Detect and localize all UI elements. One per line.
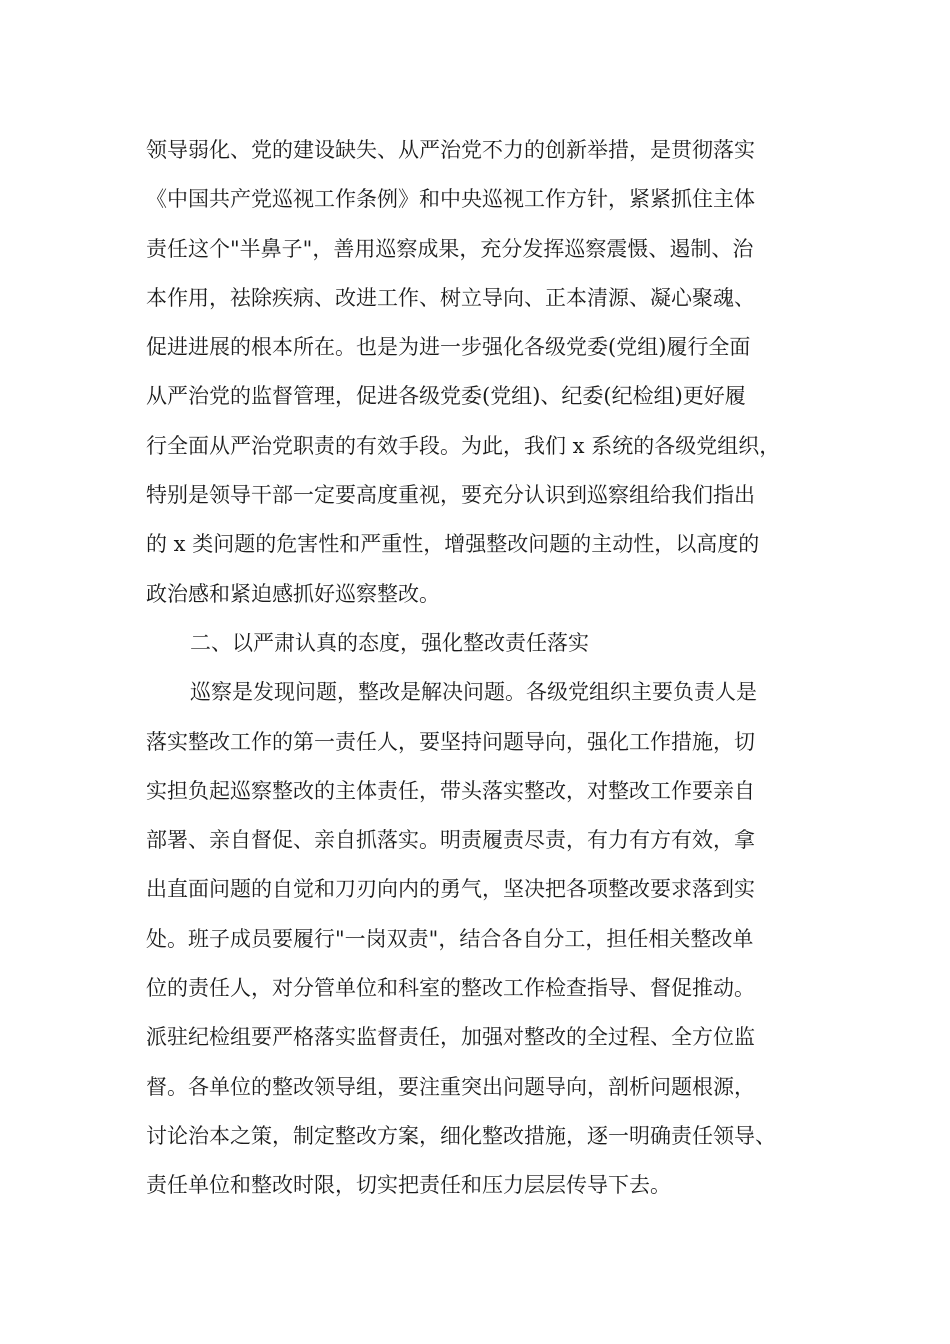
text-line: 《中国共产党巡视工作条例》和中央巡视工作方针，紧紧抓住主体 — [146, 187, 755, 212]
text-line: 出直面问题的自觉和刀刃向内的勇气，坚决把各项整改要求落到实 — [146, 877, 755, 902]
body-text — [146, 126, 826, 1211]
text-line: 督。各单位的整改领导组，要注重突出问题导向，剖析问题根源， — [146, 1074, 755, 1099]
text-line: 讨论治本之策，制定整改方案，细化整改措施，逐一明确责任领导、 — [146, 1123, 776, 1148]
text-line: 特别是领导干部一定要高度重视，要充分认识到巡察组给我们指出 — [146, 483, 755, 508]
text-line: 落实整改工作的第一责任人，要坚持问题导向，强化工作措施，切 — [146, 729, 755, 754]
section-heading: 二、以严肃认真的态度，强化整改责任落实 — [190, 630, 589, 655]
text-line: 处。班子成员要履行"一岗双责"，结合各自分工，担任相关整改单 — [146, 926, 754, 951]
text-line: 派驻纪检组要严格落实监督责任，加强对整改的全过程、全方位监 — [146, 1025, 755, 1050]
text-line: 实担负起巡察整改的主体责任，带头落实整改，对整改工作要亲自 — [146, 778, 755, 803]
text-line: 责任单位和整改时限，切实把责任和压力层层传导下去。 — [146, 1173, 671, 1198]
text-line: 领导弱化、党的建设缺失、从严治党不力的创新举措，是贯彻落实 — [146, 138, 755, 162]
paragraph-first-line: 巡察是发现问题，整改是解决问题。各级党组织主要负责人是 — [190, 680, 757, 705]
text-line: 责任这个"半鼻子"，善用巡察成果，充分发挥巡察震慑、遏制、治 — [146, 236, 754, 261]
text-line: 部署、亲自督促、亲自抓落实。明责履责尽责，有力有方有效，拿 — [146, 828, 755, 853]
text-line: 位的责任人，对分管单位和科室的整改工作检查指导、督促推动。 — [146, 976, 755, 1001]
text-line: 行全面从严治党职责的有效手段。为此，我们 x 系统的各级党组织， — [146, 433, 781, 458]
text-line: 从严治党的监督管理，促进各级党委(党组)、纪委(纪检组)更好履 — [146, 384, 746, 409]
text-line: 政治感和紧迫感抓好巡察整改。 — [146, 581, 440, 606]
text-line: 本作用，祛除疾病、改进工作、树立导向、正本清源、凝心聚魂、 — [146, 285, 755, 310]
text-line: 促进进展的根本所在。也是为进一步强化各级党委(党组)履行全面 — [146, 335, 751, 360]
text-line: 的 x 类问题的危害性和严重性，增强整改问题的主动性，以高度的 — [146, 532, 760, 557]
